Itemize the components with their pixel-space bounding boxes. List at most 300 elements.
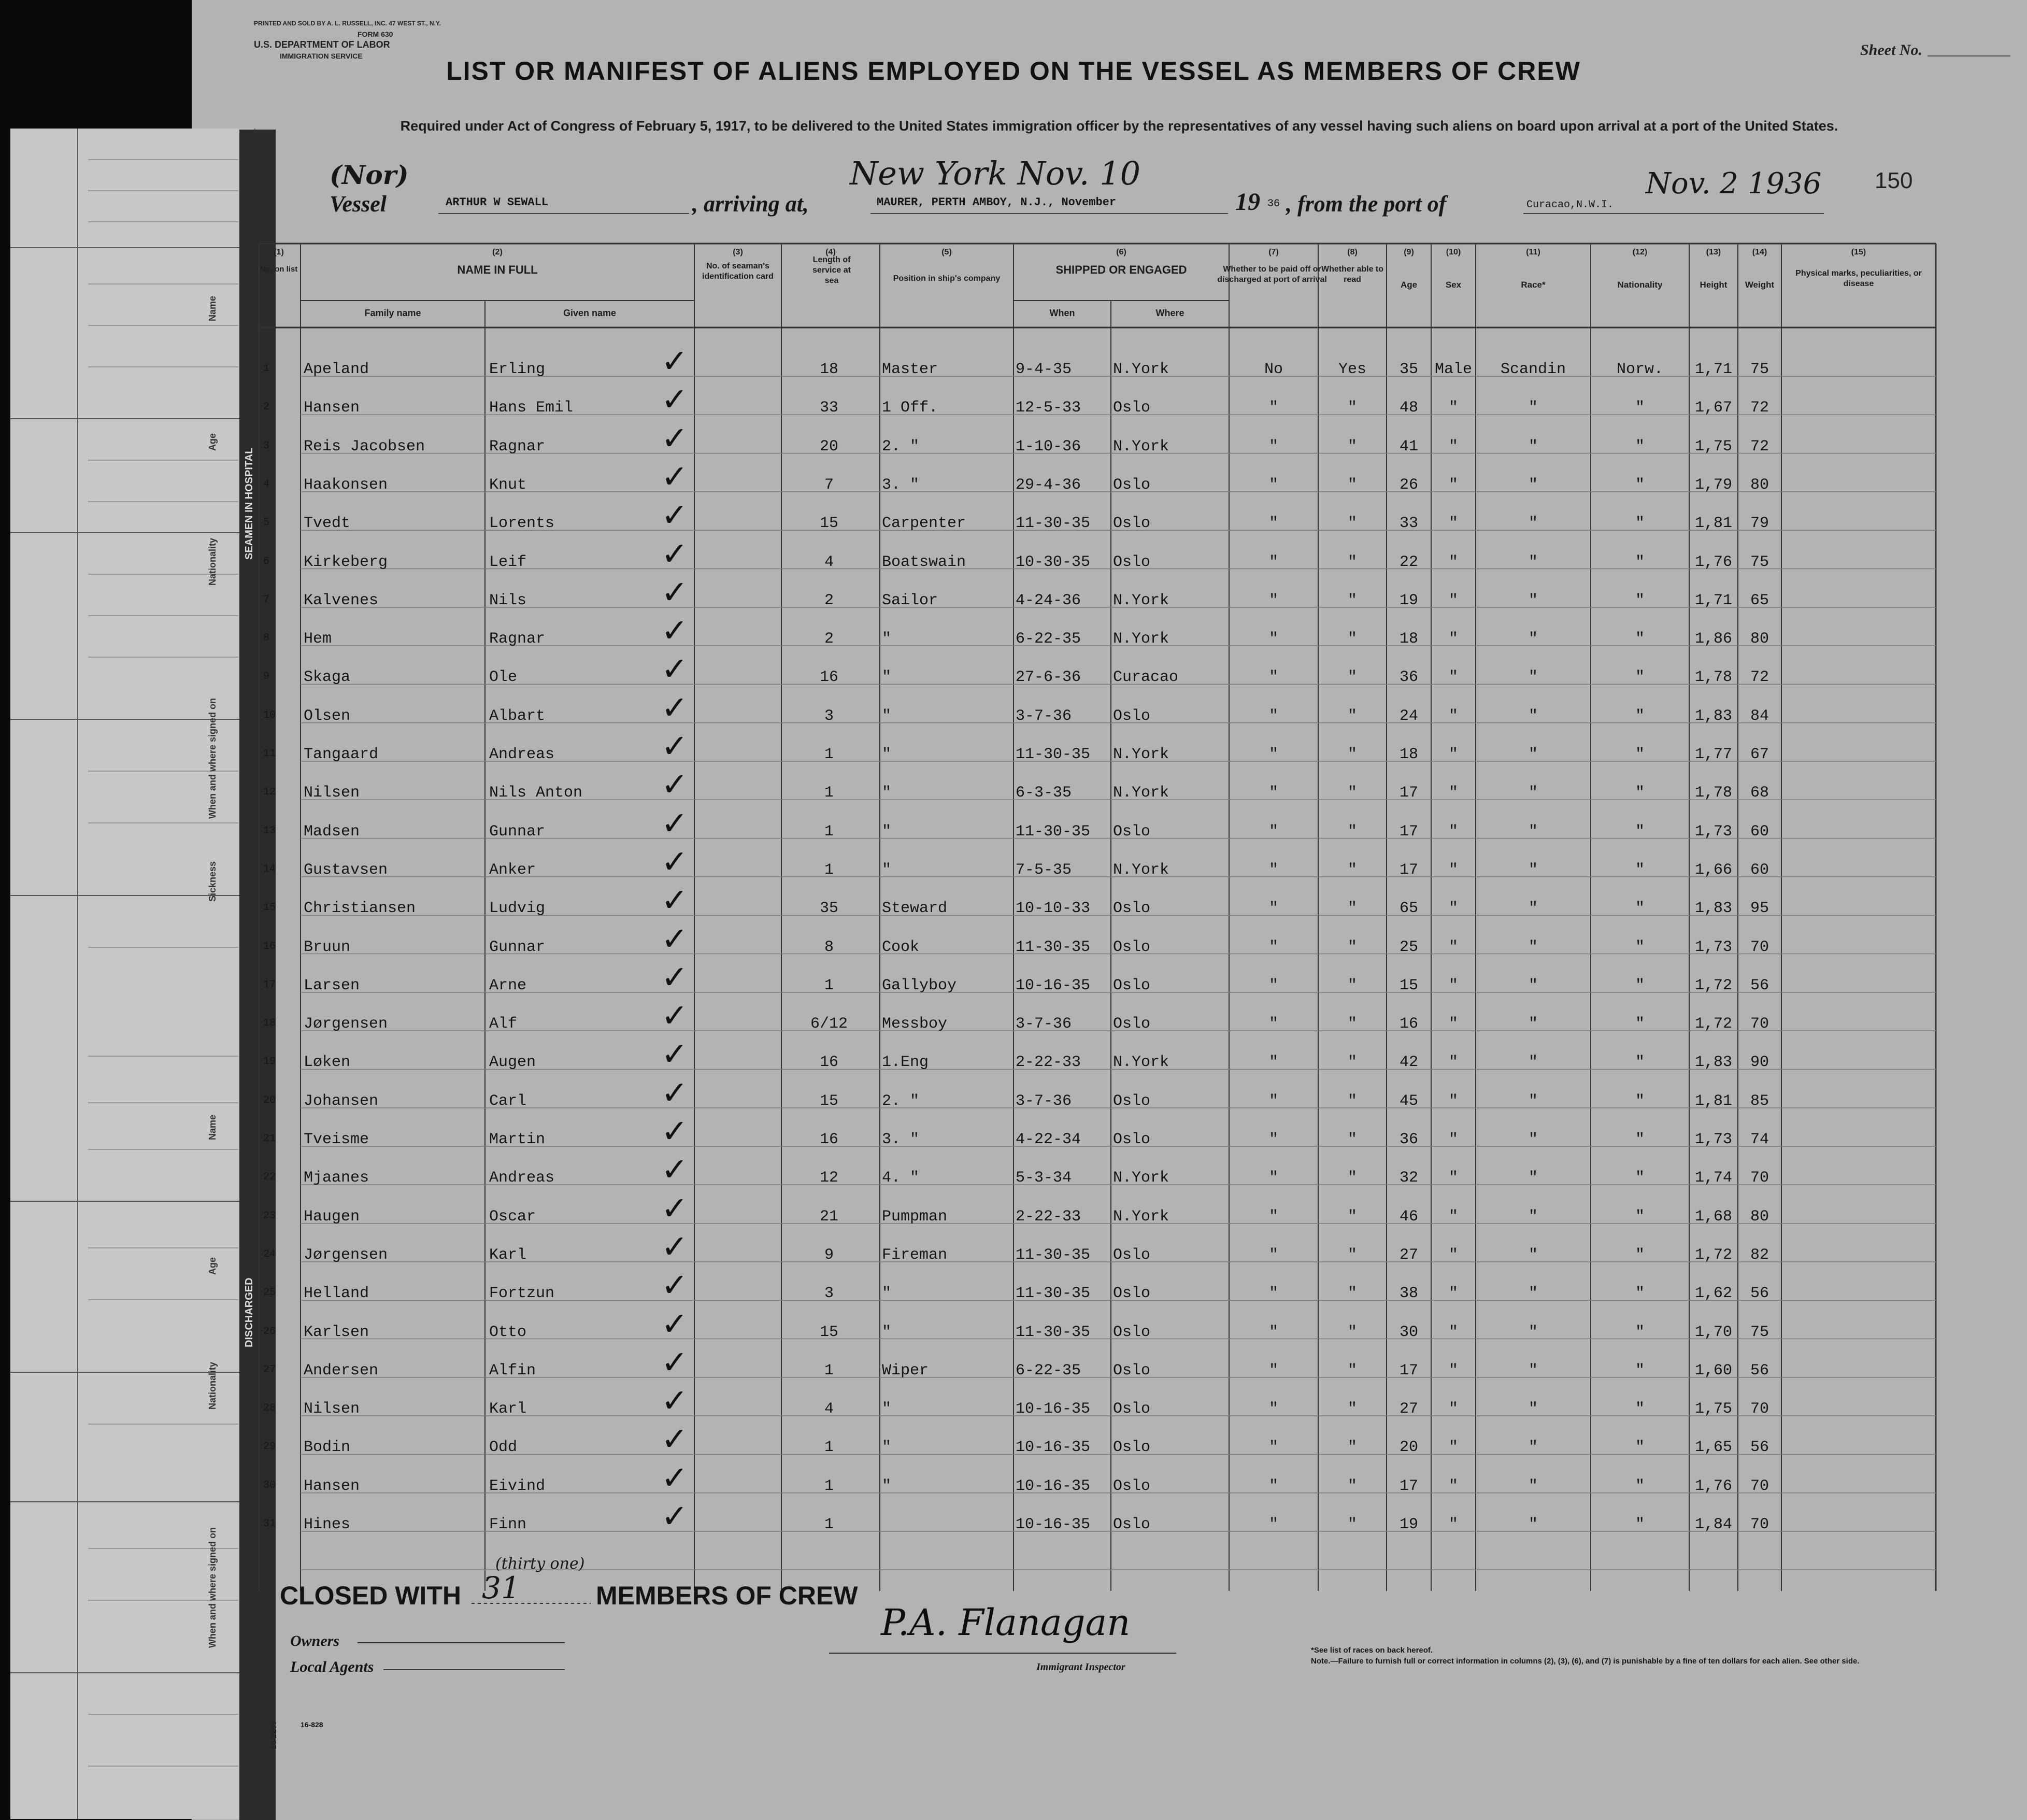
family-name: Nilsen <box>304 1400 360 1418</box>
colnum-1: (1) <box>274 248 284 257</box>
weight: 80 <box>1750 476 1769 494</box>
weight: 75 <box>1750 553 1769 571</box>
shipped-when: 11-30-35 <box>1016 515 1091 533</box>
paid-off: " <box>1268 1323 1278 1341</box>
family-name: Bruun <box>304 938 351 956</box>
stub-label-name-2: Name <box>207 1114 218 1140</box>
given-name: Otto <box>489 1323 527 1341</box>
paid-off: " <box>1268 1439 1278 1457</box>
age: 17 <box>1399 822 1418 841</box>
family-name: Christiansen <box>304 900 416 918</box>
able-to-read: " <box>1347 1246 1357 1264</box>
nationality: " <box>1635 1361 1645 1380</box>
weight: 70 <box>1750 1477 1769 1495</box>
year-prefix: 19 <box>1235 188 1260 216</box>
shipped-where: Oslo <box>1113 553 1151 571</box>
colhead-weight: Weight <box>1745 280 1775 290</box>
closed-count: 31 <box>482 1570 520 1605</box>
race: " <box>1528 900 1538 918</box>
race: " <box>1528 822 1538 841</box>
position: Master <box>882 361 938 378</box>
shipped-when: 29-4-36 <box>1016 476 1081 494</box>
length-of-service: 20 <box>819 437 838 456</box>
given-name: Albart <box>489 707 546 725</box>
penalty-note: Note.—Failure to furnish full or correct information in columns (2), (3), (6), and (7) is punishable by a fine of ten dollars for each alien. See other side. <box>1311 1657 1860 1666</box>
colnum-14: (14) <box>1752 248 1767 257</box>
shipped-when: 10-16-35 <box>1016 1439 1091 1457</box>
length-of-service: 2 <box>824 630 834 648</box>
binding-strip <box>239 130 276 1820</box>
colnum-13: (13) <box>1706 248 1721 257</box>
colhead-name-in-full: NAME IN FULL <box>457 263 538 276</box>
shipped-when: 3-7-36 <box>1016 1092 1072 1110</box>
race: " <box>1528 784 1538 802</box>
row-number: 3 <box>263 439 270 452</box>
position: " <box>882 784 892 802</box>
height: 1,73 <box>1694 938 1732 956</box>
nationality: " <box>1635 1323 1645 1341</box>
age: 26 <box>1399 476 1418 494</box>
shipped-when: 6-22-35 <box>1016 630 1081 648</box>
given-name: Alfin <box>489 1361 536 1380</box>
shipped-when: 5-3-34 <box>1016 1169 1072 1187</box>
age: 38 <box>1399 1285 1418 1303</box>
weight: 72 <box>1750 399 1769 417</box>
shipped-when: 10-16-35 <box>1016 1477 1091 1495</box>
sex: " <box>1448 1516 1458 1533</box>
nationality: " <box>1635 476 1645 494</box>
position: " <box>882 707 892 725</box>
paid-off: " <box>1268 515 1278 533</box>
age: 46 <box>1399 1207 1418 1226</box>
checkmark-icon: ✓ <box>661 958 688 996</box>
length-of-service: 16 <box>819 1131 838 1148</box>
colnum-6: (6) <box>1116 248 1126 257</box>
race: " <box>1528 553 1538 571</box>
length-of-service: 4 <box>824 1400 834 1418</box>
position: " <box>882 1323 892 1341</box>
paid-off: " <box>1268 707 1278 725</box>
sex: " <box>1448 1439 1458 1457</box>
weight: 72 <box>1750 437 1769 456</box>
weight: 68 <box>1750 784 1769 802</box>
age: 19 <box>1399 591 1418 609</box>
checkmark-icon: ✓ <box>661 1304 688 1343</box>
race: " <box>1528 399 1538 417</box>
vessel-annotation: (Nor) <box>330 160 409 190</box>
checkmark-icon: ✓ <box>661 496 688 534</box>
colnum-8: (8) <box>1347 248 1358 257</box>
checkmark-icon: ✓ <box>661 1073 688 1112</box>
height: 1,83 <box>1694 900 1732 918</box>
sex: " <box>1448 1015 1458 1033</box>
row-number: 5 <box>263 517 270 529</box>
age: 24 <box>1399 707 1418 725</box>
nationality: " <box>1635 1285 1645 1303</box>
from-port: Curacao,N.W.I. <box>1526 199 1614 211</box>
shipped-where: Oslo <box>1113 399 1151 417</box>
shipped-when: 4-24-36 <box>1016 591 1081 609</box>
family-name: Karlsen <box>304 1323 369 1341</box>
checkmark-icon: ✓ <box>661 573 688 611</box>
race: " <box>1528 1439 1538 1457</box>
shipped-where: Oslo <box>1113 1400 1151 1418</box>
shipped-when: 7-5-35 <box>1016 861 1072 879</box>
sex: " <box>1448 553 1458 571</box>
position: Cook <box>882 938 920 956</box>
position: 2. " <box>882 437 920 456</box>
colhead-no-on-list: No. on list <box>260 265 298 274</box>
paid-off: " <box>1268 1015 1278 1033</box>
nationality: " <box>1635 669 1645 687</box>
able-to-read: " <box>1347 591 1357 609</box>
height: 1,70 <box>1694 1323 1732 1341</box>
length-of-service: 12 <box>819 1169 838 1187</box>
paid-off: " <box>1268 900 1278 918</box>
nationality: " <box>1635 1477 1645 1495</box>
paid-off: No <box>1264 361 1283 378</box>
row-number: 20 <box>263 1094 276 1106</box>
family-name: Hansen <box>304 399 360 417</box>
stub-label-age-2: Age <box>207 1257 218 1275</box>
able-to-read: " <box>1347 1516 1357 1533</box>
height: 1,81 <box>1694 1092 1732 1110</box>
weight: 85 <box>1750 1092 1769 1110</box>
length-of-service: 3 <box>824 707 834 725</box>
able-to-read: " <box>1347 746 1357 763</box>
able-to-read: " <box>1347 553 1357 571</box>
row-number: 27 <box>263 1363 276 1376</box>
position: " <box>882 1285 892 1303</box>
shipped-where: Oslo <box>1113 1285 1151 1303</box>
position: " <box>882 1400 892 1418</box>
checkmark-icon: ✓ <box>661 650 688 688</box>
colnum-12: (12) <box>1632 248 1648 257</box>
position: 4. " <box>882 1169 920 1187</box>
shipped-where: N.York <box>1113 784 1169 802</box>
stub-label-seamen-hospital: SEAMEN IN HOSPITAL <box>244 447 255 560</box>
stub-code: 16-2269 <box>269 1721 278 1750</box>
arriving-annotation: New York Nov. 10 <box>850 154 1141 192</box>
age: 27 <box>1399 1400 1418 1418</box>
length-of-service: 16 <box>819 669 838 687</box>
nationality: " <box>1635 1169 1645 1187</box>
nationality: Norw. <box>1616 361 1663 378</box>
height: 1,65 <box>1694 1439 1732 1457</box>
colnum-5: (5) <box>941 248 952 257</box>
height: 1,73 <box>1694 1131 1732 1148</box>
sex: " <box>1448 822 1458 841</box>
shipped-where: Oslo <box>1113 1516 1151 1533</box>
paid-off: " <box>1268 399 1278 417</box>
given-name: Ludvig <box>489 900 546 918</box>
checkmark-icon: ✓ <box>661 1112 688 1150</box>
able-to-read: " <box>1347 399 1357 417</box>
height: 1,74 <box>1694 1169 1732 1187</box>
paid-off: " <box>1268 1285 1278 1303</box>
sex: " <box>1448 630 1458 648</box>
shipped-when: 9-4-35 <box>1016 361 1072 378</box>
length-of-service: 1 <box>824 1516 834 1533</box>
family-name: Haakonsen <box>304 476 388 494</box>
able-to-read: " <box>1347 1207 1357 1226</box>
nationality: " <box>1635 976 1645 994</box>
sex: " <box>1448 938 1458 956</box>
race: " <box>1528 861 1538 879</box>
race: " <box>1528 1285 1538 1303</box>
year-suffix: 36 <box>1267 198 1280 210</box>
length-of-service: 9 <box>824 1246 834 1264</box>
race: " <box>1528 1015 1538 1033</box>
paid-off: " <box>1268 822 1278 841</box>
colnum-9: (9) <box>1404 248 1414 257</box>
row-number: 30 <box>263 1479 276 1491</box>
nationality: " <box>1635 553 1645 571</box>
nationality: " <box>1635 900 1645 918</box>
sex: " <box>1448 1361 1458 1380</box>
weight: 70 <box>1750 1015 1769 1033</box>
sex: " <box>1448 900 1458 918</box>
height: 1,72 <box>1694 1015 1732 1033</box>
length-of-service: 15 <box>819 1323 838 1341</box>
position: 2. " <box>882 1092 920 1110</box>
length-of-service: 1 <box>824 1361 834 1380</box>
age: 17 <box>1399 1361 1418 1380</box>
given-name: Finn <box>489 1516 527 1533</box>
paid-off: " <box>1268 746 1278 763</box>
arriving-place: MAURER, PERTH AMBOY, N.J., November <box>877 196 1117 209</box>
length-of-service: 33 <box>819 399 838 417</box>
given-name: Knut <box>489 476 527 494</box>
shipped-when: 6-3-35 <box>1016 784 1072 802</box>
weight: 70 <box>1750 1169 1769 1187</box>
given-name: Martin <box>489 1131 546 1148</box>
paid-off: " <box>1268 938 1278 956</box>
family-name: Larsen <box>304 976 360 994</box>
shipped-when: 3-7-36 <box>1016 707 1072 725</box>
nationality: " <box>1635 437 1645 456</box>
sex: Male <box>1434 361 1472 378</box>
paid-off: " <box>1268 630 1278 648</box>
checkmark-icon: ✓ <box>661 727 688 765</box>
able-to-read: " <box>1347 784 1357 802</box>
weight: 60 <box>1750 822 1769 841</box>
given-name: Ole <box>489 669 518 687</box>
shipped-where: N.York <box>1113 630 1169 648</box>
able-to-read: " <box>1347 938 1357 956</box>
given-name: Fortzun <box>489 1285 555 1303</box>
able-to-read: " <box>1347 1477 1357 1495</box>
position: 3. " <box>882 476 920 494</box>
paid-off: " <box>1268 1477 1278 1495</box>
sex: " <box>1448 1400 1458 1418</box>
length-of-service: 1 <box>824 1439 834 1457</box>
race: " <box>1528 437 1538 456</box>
length-of-service: 16 <box>819 1054 838 1072</box>
race: " <box>1528 476 1538 494</box>
row-number: 2 <box>263 401 270 414</box>
able-to-read: " <box>1347 1131 1357 1148</box>
height: 1,75 <box>1694 437 1732 456</box>
height: 1,76 <box>1694 553 1732 571</box>
race: " <box>1528 630 1538 648</box>
able-to-read: " <box>1347 1054 1357 1072</box>
row-number: 8 <box>263 632 270 645</box>
nationality: " <box>1635 1400 1645 1418</box>
weight: 75 <box>1750 1323 1769 1341</box>
row-number: 24 <box>263 1248 276 1260</box>
shipped-where: Oslo <box>1113 476 1151 494</box>
shipped-when: 10-16-35 <box>1016 1516 1091 1533</box>
colnum-10: (10) <box>1446 248 1461 257</box>
family-name: Kalvenes <box>304 591 379 609</box>
height: 1,73 <box>1694 822 1732 841</box>
age: 25 <box>1399 938 1418 956</box>
height: 1,84 <box>1694 1516 1732 1533</box>
age: 65 <box>1399 900 1418 918</box>
height: 1,77 <box>1694 746 1732 763</box>
weight: 56 <box>1750 976 1769 994</box>
checkmark-icon: ✓ <box>661 1458 688 1497</box>
family-name: Tangaard <box>304 746 379 763</box>
given-name: Oscar <box>489 1207 536 1226</box>
weight: 80 <box>1750 1207 1769 1226</box>
form-number: FORM 630 <box>358 30 393 38</box>
nationality: " <box>1635 515 1645 533</box>
shipped-where: N.York <box>1113 1207 1169 1226</box>
from-port-label: , from the port of <box>1286 191 1447 217</box>
weight: 70 <box>1750 938 1769 956</box>
sheet-number-label: Sheet No. <box>1860 41 1922 59</box>
checkmark-icon: ✓ <box>661 1343 688 1381</box>
colhead-height: Height <box>1700 280 1728 290</box>
able-to-read: " <box>1347 515 1357 533</box>
races-note: *See list of races on back hereof. <box>1311 1646 1433 1655</box>
able-to-read: " <box>1347 861 1357 879</box>
able-to-read: " <box>1347 822 1357 841</box>
shipped-where: Oslo <box>1113 1361 1151 1380</box>
row-number: 26 <box>263 1325 276 1338</box>
weight: 90 <box>1750 1054 1769 1072</box>
given-name: Carl <box>489 1092 527 1110</box>
vessel-label: Vessel <box>330 191 387 217</box>
colnum-3: (3) <box>733 248 743 257</box>
row-number: 28 <box>263 1402 276 1415</box>
nationality: " <box>1635 1054 1645 1072</box>
given-name: Eivind <box>489 1477 546 1495</box>
stub-label-age: Age <box>207 433 218 451</box>
row-number: 19 <box>263 1056 276 1068</box>
race: Scandin <box>1500 361 1566 378</box>
checkmark-icon: ✓ <box>661 380 688 419</box>
able-to-read: " <box>1347 476 1357 494</box>
shipped-when: 11-30-35 <box>1016 746 1091 763</box>
nationality: " <box>1635 1246 1645 1264</box>
given-name: Ragnar <box>489 630 546 648</box>
sex: " <box>1448 1131 1458 1148</box>
paid-off: " <box>1268 1092 1278 1110</box>
able-to-read: " <box>1347 669 1357 687</box>
colhead-when: When <box>1049 308 1075 318</box>
position: 3. " <box>882 1131 920 1148</box>
age: 17 <box>1399 1477 1418 1495</box>
nationality: " <box>1635 1131 1645 1148</box>
colnum-7: (7) <box>1268 248 1279 257</box>
race: " <box>1528 1400 1538 1418</box>
shipped-when: 10-30-35 <box>1016 553 1091 571</box>
family-name: Tvedt <box>304 515 351 533</box>
family-name: Bodin <box>304 1439 351 1457</box>
shipped-where: Curacao <box>1113 669 1179 687</box>
shipped-where: Oslo <box>1113 1246 1151 1264</box>
family-name: Haugen <box>304 1207 360 1226</box>
paid-off: " <box>1268 476 1278 494</box>
shipped-when: 11-30-35 <box>1016 938 1091 956</box>
shipped-where: Oslo <box>1113 900 1151 918</box>
length-of-service: 21 <box>819 1207 838 1226</box>
given-name: Alf <box>489 1015 518 1033</box>
age: 42 <box>1399 1054 1418 1072</box>
length-of-service: 4 <box>824 553 834 571</box>
family-name: Gustavsen <box>304 861 388 879</box>
service-label: IMMIGRATION SERVICE <box>280 52 363 60</box>
height: 1,72 <box>1694 1246 1732 1264</box>
row-number: 23 <box>263 1210 276 1222</box>
weight: 67 <box>1750 746 1769 763</box>
colhead-paid-off: Whether to be paid off or discharged at port of arrival <box>1217 265 1327 284</box>
length-of-service: 1 <box>824 861 834 879</box>
nationality: " <box>1635 938 1645 956</box>
height: 1,78 <box>1694 784 1732 802</box>
shipped-when: 3-7-36 <box>1016 1015 1072 1033</box>
length-of-service: 8 <box>824 938 834 956</box>
sex: " <box>1448 669 1458 687</box>
position: " <box>882 1477 892 1495</box>
checkmark-icon: ✓ <box>661 804 688 842</box>
row-number: 4 <box>263 478 270 490</box>
age: 30 <box>1399 1323 1418 1341</box>
checkmark-icon: ✓ <box>661 1150 688 1189</box>
shipped-where: Oslo <box>1113 1323 1151 1341</box>
checkmark-icon: ✓ <box>661 919 688 958</box>
weight: 65 <box>1750 591 1769 609</box>
able-to-read: " <box>1347 630 1357 648</box>
given-name: Nils <box>489 591 527 609</box>
shipped-when: 12-5-33 <box>1016 399 1081 417</box>
family-name: Hines <box>304 1516 351 1533</box>
given-name: Leif <box>489 553 527 571</box>
height: 1,81 <box>1694 515 1732 533</box>
family-name: Skaga <box>304 669 351 687</box>
family-name: Olsen <box>304 707 351 725</box>
weight: 70 <box>1750 1400 1769 1418</box>
age: 17 <box>1399 784 1418 802</box>
row-number: 18 <box>263 1017 276 1030</box>
shipped-when: 4-22-34 <box>1016 1131 1081 1148</box>
from-annotation: Nov. 2 1936 <box>1646 167 1822 201</box>
height: 1,86 <box>1694 630 1732 648</box>
paid-off: " <box>1268 553 1278 571</box>
position: " <box>882 669 892 687</box>
colhead-id-card: No. of seaman's identification card <box>702 262 774 281</box>
age: 20 <box>1399 1439 1418 1457</box>
position: Messboy <box>882 1015 948 1033</box>
position: Fireman <box>882 1246 948 1264</box>
sex: " <box>1448 476 1458 494</box>
weight: 75 <box>1750 361 1769 378</box>
stub-label-nationality: Nationality <box>207 537 218 586</box>
length-of-service: 35 <box>819 900 838 918</box>
